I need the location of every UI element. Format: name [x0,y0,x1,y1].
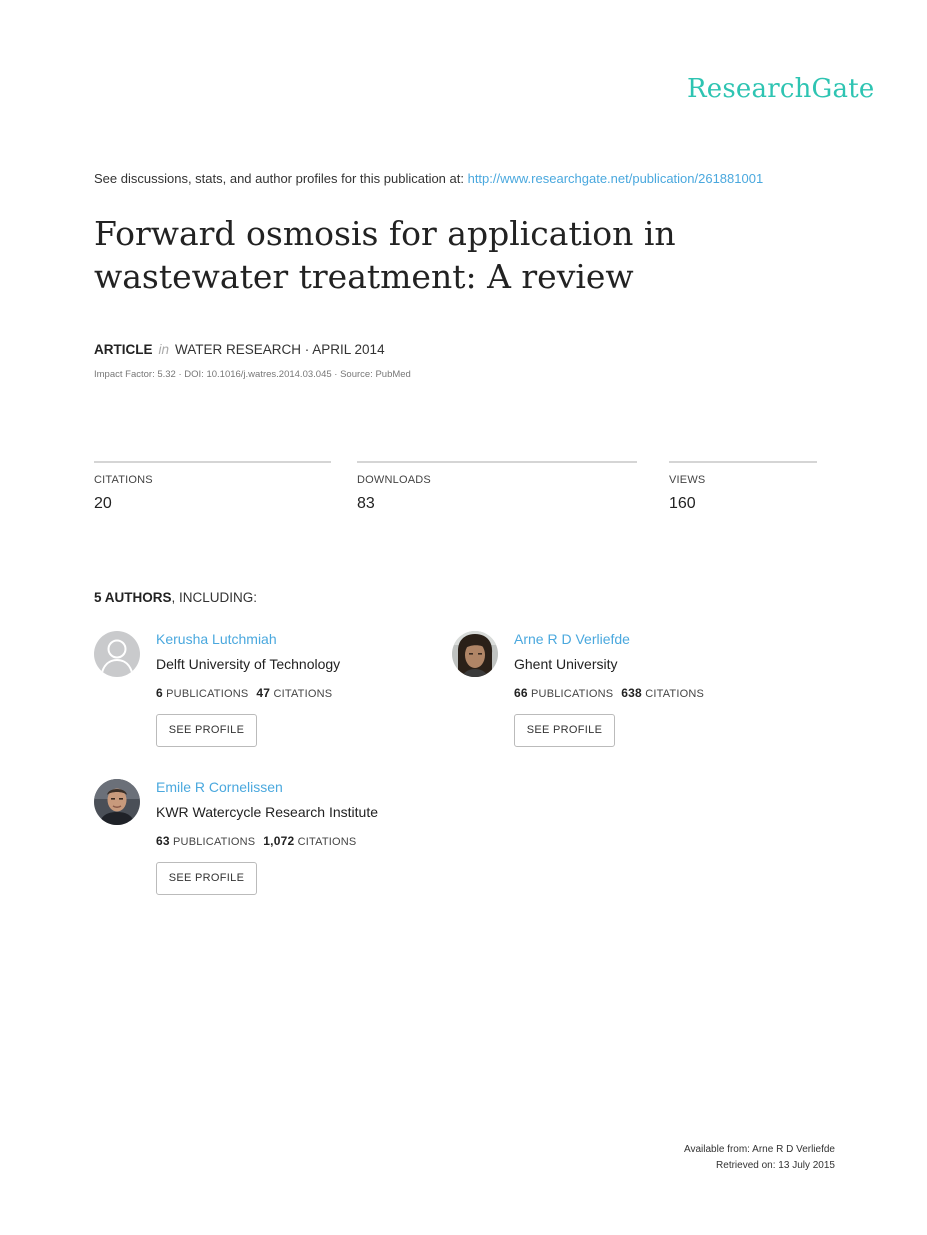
see-profile-button[interactable]: SEE PROFILE [156,862,257,895]
publication-link[interactable]: http://www.researchgate.net/publication/261881001 [467,171,764,186]
stat-citations [94,461,331,513]
stat-downloads [357,461,637,513]
author-photo[interactable] [452,631,498,677]
intro-text: See discussions, stats, and author profiles for this publication at: [94,171,468,186]
stat-label: CITATIONS [94,474,153,486]
author-institution: Delft University of Technology [156,656,341,672]
citations-count: 1,072 [263,834,295,848]
citations-count: 638 [621,686,642,700]
author-stats [514,686,704,700]
journal-info: WATER RESEARCH · APRIL 2014 [175,342,385,357]
article-title: Forward osmosis for application in wastewater treatment: A review [94,214,676,296]
author-card [94,779,434,909]
author-institution: KWR Watercycle Research Institute [156,804,378,820]
publications-count: 66 [514,686,528,700]
see-profile-button[interactable]: SEE PROFILE [514,714,615,747]
article-type: ARTICLE [94,342,153,357]
see-profile-button[interactable]: SEE PROFILE [156,714,257,747]
stat-views [669,461,817,513]
article-details: Impact Factor: 5.32 · DOI: 10.1016/j.watres.2014.03.045 · Source: PubMed [94,369,411,380]
publications-count: 6 [156,686,163,700]
researchgate-logo[interactable]: ResearchGate [687,74,875,104]
article-meta [94,342,385,357]
stat-label: DOWNLOADS [357,474,431,486]
publications-label: PUBLICATIONS [173,836,256,848]
citations-count: 47 [256,686,271,700]
stat-value: 20 [94,495,112,512]
in-label: in [158,342,170,357]
default-person-icon[interactable] [94,631,140,677]
publications-label: PUBLICATIONS [166,688,249,700]
author-institution: Ghent University [514,656,618,672]
authors-count: 5 AUTHORS [94,590,172,605]
author-name[interactable]: Kerusha Lutchmiah [156,631,277,647]
publications-label: PUBLICATIONS [531,688,614,700]
citations-label: CITATIONS [297,836,357,848]
retrieved-on: Retrieved on: 13 July 2015 [716,1159,835,1171]
citations-label: CITATIONS [273,688,333,700]
available-from: Available from: Arne R D Verliefde [683,1144,835,1155]
authors-suffix: , INCLUDING: [171,590,258,605]
stat-value: 83 [357,495,375,512]
footer-info [684,1142,835,1173]
author-photo[interactable] [94,779,140,825]
stat-label: VIEWS [669,474,706,486]
publication-intro [94,171,763,186]
author-card [94,631,434,761]
author-stats [156,686,332,700]
author-card [452,631,792,761]
publications-count: 63 [156,834,170,848]
author-stats [156,834,356,848]
citations-label: CITATIONS [645,688,705,700]
author-name[interactable]: Arne R D Verliefde [514,631,630,647]
author-name[interactable]: Emile R Cornelissen [156,779,283,795]
authors-heading [94,590,257,605]
stat-value: 160 [669,495,696,512]
